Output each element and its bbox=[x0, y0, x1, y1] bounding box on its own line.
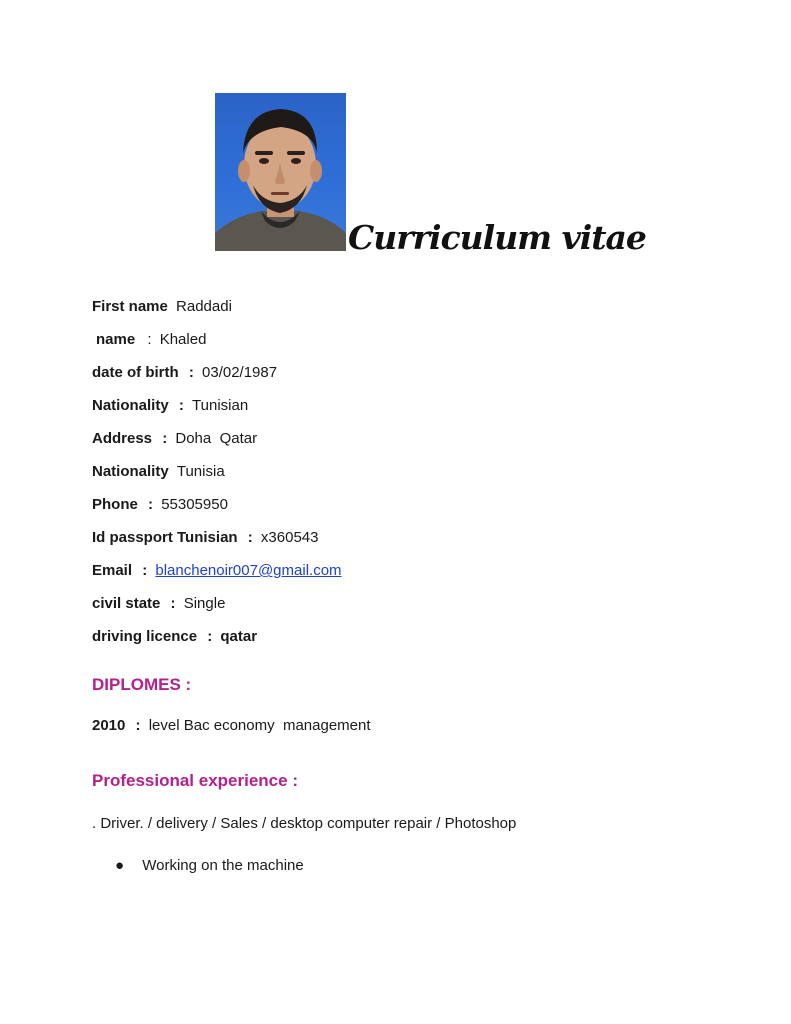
info-label: Nationality bbox=[92, 397, 169, 414]
info-label: name bbox=[96, 331, 136, 348]
info-separator: : bbox=[162, 430, 168, 447]
info-separator: : bbox=[148, 496, 154, 513]
info-value: Single bbox=[183, 595, 226, 612]
diplomas-heading: DIPLOMES : bbox=[92, 675, 192, 694]
experience-heading: Professional experience : bbox=[92, 771, 298, 790]
info-label: Phone bbox=[92, 496, 138, 513]
info-label: Nationality bbox=[92, 463, 169, 480]
person-silhouette-icon bbox=[215, 93, 346, 251]
info-separator: : bbox=[142, 562, 148, 579]
info-value: Raddadi bbox=[176, 298, 232, 315]
info-date-of-birth bbox=[92, 364, 277, 381]
info-nationality bbox=[92, 397, 248, 414]
info-value: Tunisian bbox=[192, 397, 249, 414]
info-label: Address bbox=[92, 430, 153, 447]
experience-bullet-text: Working on the machine bbox=[142, 857, 304, 874]
experience-summary: . Driver. / delivery / Sales / desktop computer repair / Photoshop bbox=[92, 815, 517, 832]
info-label: date of birth bbox=[92, 364, 179, 381]
info-label: civil state bbox=[92, 595, 161, 612]
profile-photo bbox=[215, 93, 346, 251]
info-value: qatar bbox=[220, 628, 258, 645]
info-separator: : bbox=[178, 397, 184, 414]
info-label: Id passport Tunisian bbox=[92, 529, 238, 546]
info-passport bbox=[92, 529, 318, 546]
info-label: driving licence bbox=[92, 628, 198, 645]
diploma-entry bbox=[92, 717, 371, 734]
info-separator: : bbox=[207, 628, 213, 645]
email-link[interactable]: blanchenoir007@gmail.com bbox=[155, 562, 342, 579]
diploma-text: level Bac economy management bbox=[148, 717, 371, 734]
experience-bullet-item bbox=[115, 857, 304, 874]
info-separator: : bbox=[147, 331, 152, 348]
info-civil-state bbox=[92, 595, 225, 612]
info-phone bbox=[92, 496, 228, 513]
info-email bbox=[92, 562, 342, 579]
diploma-separator: : bbox=[135, 717, 141, 734]
info-value: Doha Qatar bbox=[175, 430, 258, 447]
diploma-year: 2010 bbox=[92, 717, 126, 734]
info-separator: : bbox=[170, 595, 176, 612]
info-value: Tunisia bbox=[176, 463, 225, 480]
page-title: Curriculum vitae bbox=[348, 218, 646, 257]
info-separator: : bbox=[247, 529, 253, 546]
info-address bbox=[92, 430, 257, 447]
info-nationality-country bbox=[92, 463, 225, 480]
info-first-name bbox=[92, 298, 232, 315]
info-label: Email bbox=[92, 562, 133, 579]
info-value: 55305950 bbox=[161, 496, 228, 513]
bullet-icon: ● bbox=[115, 857, 125, 874]
info-value: 03/02/1987 bbox=[202, 364, 278, 381]
info-separator: : bbox=[188, 364, 194, 381]
info-value: x360543 bbox=[260, 529, 319, 546]
info-label: First name bbox=[92, 298, 168, 315]
info-value: Khaled bbox=[159, 331, 207, 348]
info-name bbox=[96, 331, 206, 348]
info-driving-licence bbox=[92, 628, 257, 645]
